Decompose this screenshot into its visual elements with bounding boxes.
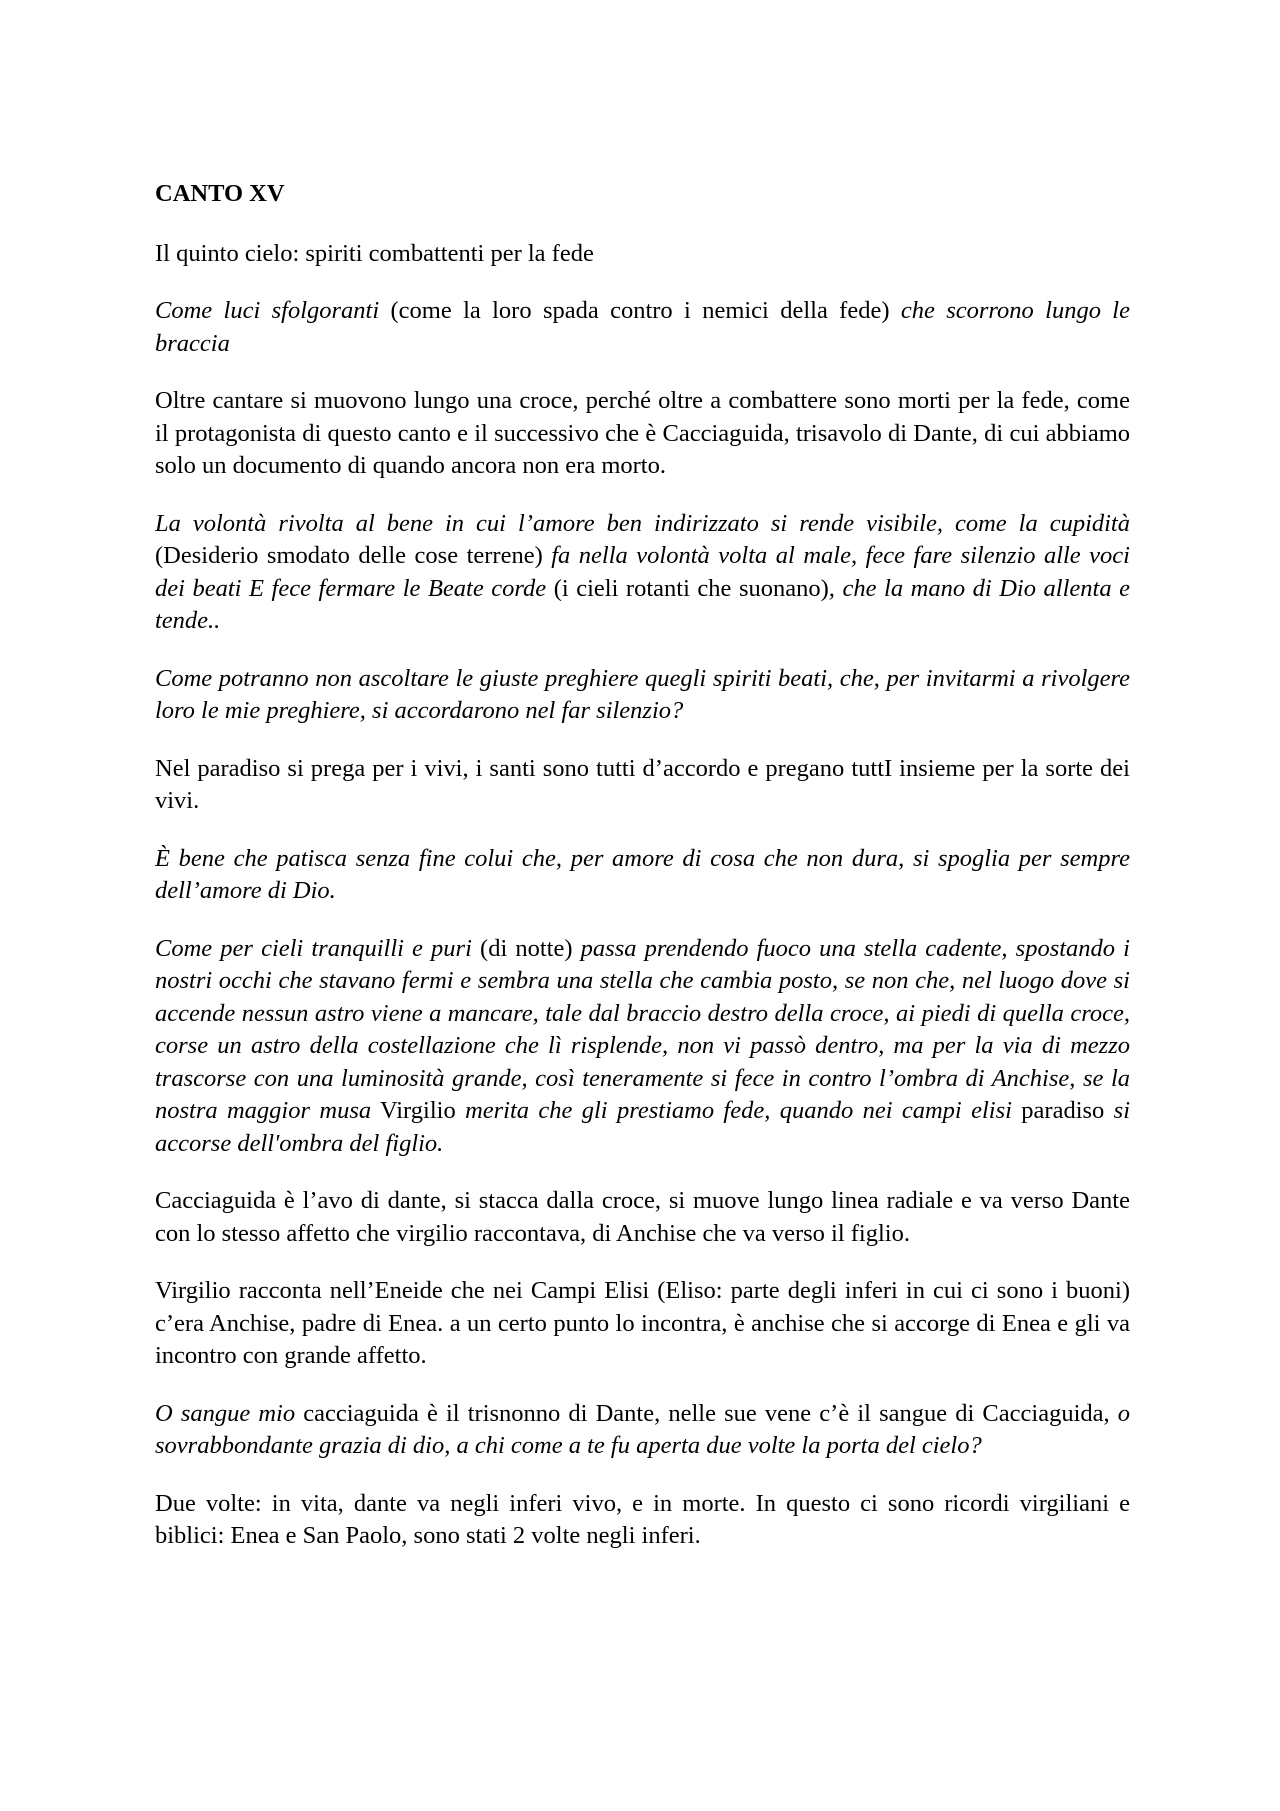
paragraph	[155, 238, 1130, 271]
italic-text-run: si accorse dell'ombra del figlio.	[155, 1097, 1131, 1157]
italic-text-run: passa prendendo fuoco una stella cadente, spostando i nostri occhi che stavano fermi e sembra una stella che cambia posto, se non che, nel luogo dove si accende nessun astro viene a mancare, tale dal braccio destro della croce, ai piedi di quella croce, corse un astro della costellazione che lì risplende, non vi passò dentro, ma per la via di mezzo trascorse con una luminosità grande, così teneramente si fece in contro l’ombra di Anchise, se la nostra maggior musa	[155, 934, 1130, 1124]
text-run: Due volte: in vita, dante va negli inferi vivo, e in morte. In questo ci sono ricordi virgiliani e biblici: Enea e San Paolo, sono stati 2 volte negli inferi.	[155, 1489, 1130, 1549]
italic-text-run: È bene che patisca senza fine colui che, per amore di cosa che non dura, si spoglia per sempre dell’amore di Dio.	[155, 844, 1130, 904]
page-title: CANTO XV	[155, 180, 285, 207]
paragraph	[155, 753, 1130, 818]
text-run: cacciaguida è il trisnonno di Dante, nelle sue vene c’è il sangue di Cacciaguida,	[295, 1399, 1118, 1427]
italic-text-run: La volontà rivolta al bene in cui l’amore ben indirizzato si rende visibile, come la cupidità	[155, 509, 1130, 537]
paragraph	[155, 508, 1130, 638]
italic-text-run: o sovrabbondante grazia di dio, a chi come a te fu aperta due volte la porta del cielo?	[155, 1399, 1130, 1459]
italic-text-run: fa nella volontà volta al male, fece fare silenzio alle voci dei beati E fece fermare le Beate corde	[155, 542, 1130, 602]
italic-text-run: merita che gli prestiamo fede, quando nei campi elisi	[465, 1097, 1012, 1124]
text-run: Cacciaguida è l’avo di dante, si stacca dalla croce, si muove lungo linea radiale e va verso Dante con lo stesso affetto che virgilio raccontava, di Anchise che va verso il figlio.	[155, 1187, 1130, 1247]
paragraph	[155, 1275, 1130, 1373]
text-run: paradiso	[1011, 1097, 1114, 1124]
paragraph	[155, 1185, 1130, 1250]
text-run: (i cieli rotanti che suonano)	[546, 574, 829, 602]
text-run: (Desiderio smodato delle cose terrene)	[155, 542, 552, 569]
paragraph	[155, 295, 1130, 360]
document-body	[155, 238, 1130, 1553]
text-run: Virgilio racconta nell’Eneide che nei Campi Elisi (Eliso: parte degli inferi in cui ci sono i buoni) c’era Anchise, padre di Enea. a un certo punto lo incontra, è anchise che si accorge di Enea e gli va incontro con grande affetto.	[155, 1277, 1130, 1369]
paragraph	[155, 663, 1130, 728]
text-run: Il quinto cielo: spiriti combattenti per la fede	[155, 239, 594, 267]
text-run: Virgilio	[371, 1097, 466, 1124]
italic-text-run: , che la mano di Dio allenta e tende..	[155, 574, 1130, 634]
paragraph	[155, 1398, 1130, 1463]
text-run: (come la loro spada contro i nemici della fede)	[379, 297, 901, 324]
paragraph	[155, 933, 1130, 1161]
document-page	[155, 178, 1130, 1578]
italic-text-run: Come per cieli tranquilli e puri	[155, 934, 472, 962]
paragraph	[155, 843, 1130, 908]
text-run: Nel paradiso si prega per i vivi, i santi sono tutti d’accordo e pregano tuttI insieme per la sorte dei vivi.	[155, 754, 1130, 814]
paragraph	[155, 385, 1130, 483]
italic-text-run: O sangue mio	[155, 1399, 296, 1427]
paragraph	[155, 1488, 1130, 1553]
italic-text-run: Come potranno non ascoltare le giuste preghiere quegli spiriti beati, che, per invitarmi a rivolgere loro le mie preghiere, si accordarono nel far silenzio?	[155, 664, 1130, 724]
italic-text-run: Come luci sfolgoranti	[155, 297, 380, 324]
italic-text-run: che scorrono lungo le braccia	[155, 297, 1130, 357]
text-run: Oltre cantare si muovono lungo una croce, perché oltre a combattere sono morti per la fede, come il protagonista di questo canto e il successivo che è Cacciaguida, trisavolo di Dante, di cui abbiamo solo un documento di quando ancora non era morto.	[155, 387, 1130, 479]
text-run: (di notte)	[471, 934, 581, 962]
